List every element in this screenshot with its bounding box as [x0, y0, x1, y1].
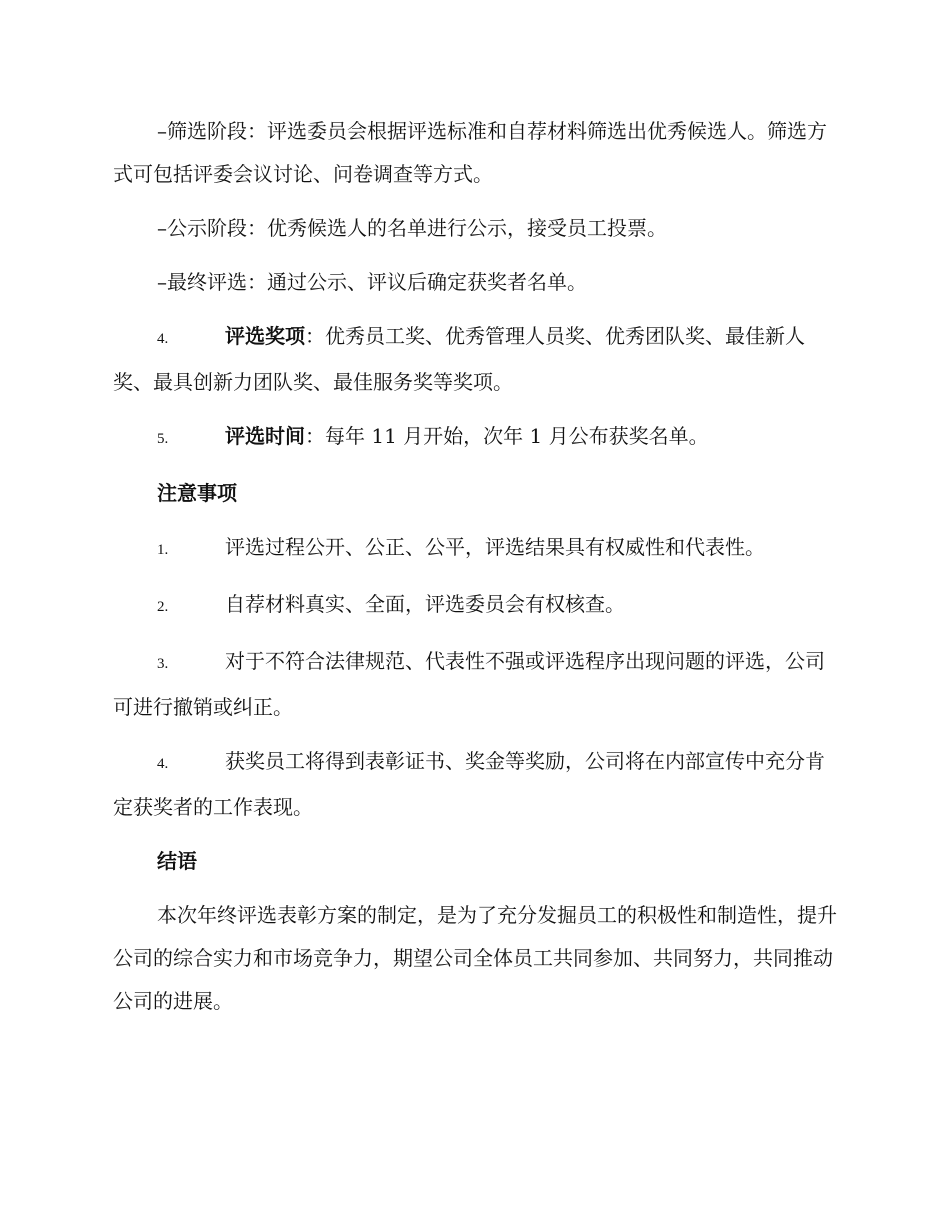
item-number: 3.	[157, 656, 169, 672]
program-item-awards	[113, 315, 838, 404]
item-term: 评选时间	[225, 424, 305, 448]
item-text: 评选过程公开、公正、公平，评选结果具有权威性和代表性。	[225, 535, 765, 559]
program-item-time	[113, 415, 838, 461]
notes-item	[113, 640, 838, 729]
item-text: ：每年 11 月开始，次年 1 月公布获奖名单。	[305, 424, 709, 448]
notes-item	[113, 740, 838, 829]
document-body	[113, 110, 838, 1034]
item-number: 4.	[157, 331, 169, 347]
item-number: 1.	[157, 542, 169, 558]
conclusion-heading: 结语	[157, 849, 197, 873]
notes-item	[113, 526, 838, 572]
item-number: 2.	[157, 599, 169, 615]
item-text: ：优秀员工奖、优秀管理人员奖、优秀团队奖、最佳新人奖、最具创新力团队奖、最佳服务奖等奖项。	[113, 324, 805, 394]
stage-publicity: –公示阶段：优秀候选人的名单进行公示，接受员工投票。	[157, 216, 667, 240]
item-text: 自荐材料真实、全面，评选委员会有权核查。	[225, 592, 625, 616]
item-term: 评选奖项	[225, 324, 305, 348]
stage-final: –最终评选：通过公示、评议后确定获奖者名单。	[157, 270, 587, 294]
conclusion-text: 本次年终评选表彰方案的制定，是为了充分发掘员工的积极性和制造性，提升公司的综合实力和市场竞争力，期望公司全体员工共同参加、共同努力，共同推动公司的进展。	[113, 903, 837, 1013]
notes-heading: 注意事项	[157, 481, 237, 505]
stage-screening: –筛选阶段：评选委员会根据评选标准和自荐材料筛选出优秀候选人。筛选方式可包括评委会议讨论、问卷调查等方式。	[113, 119, 827, 186]
item-text: 对于不符合法律规范、代表性不强或评选程序出现问题的评选，公司可进行撤销或纠正。	[113, 649, 825, 719]
item-number: 4.	[157, 756, 169, 772]
notes-item	[113, 583, 838, 629]
item-text: 获奖员工将得到表彰证书、奖金等奖励，公司将在内部宣传中充分肯定获奖者的工作表现。	[113, 749, 825, 819]
item-number: 5.	[157, 431, 169, 447]
